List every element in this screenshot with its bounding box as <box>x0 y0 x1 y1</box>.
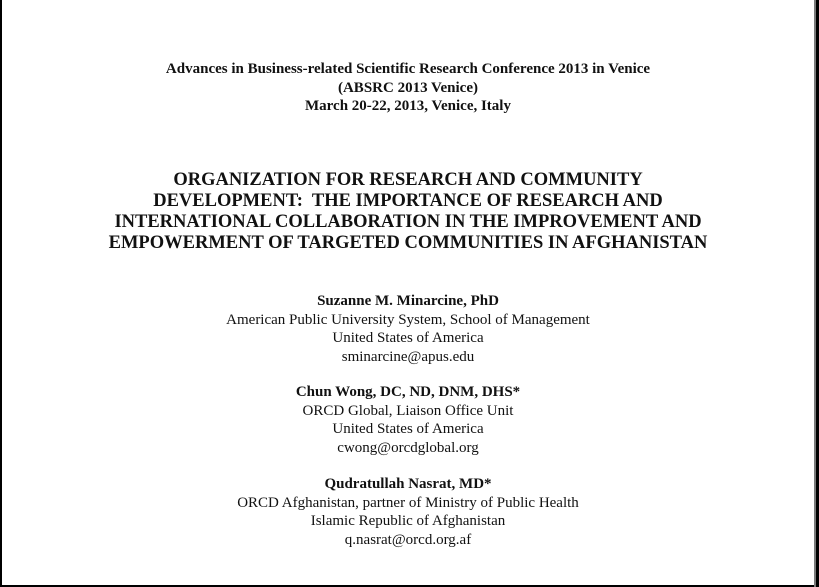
paper-title-line: EMPOWERMENT OF TARGETED COMMUNITIES IN AFGHANISTAN <box>108 233 708 253</box>
conference-header <box>2 60 814 116</box>
conference-name: Advances in Business-related Scientific Research Conference 2013 in Venice <box>165 61 651 77</box>
conference-date-location: March 20-22, 2013, Venice, Italy <box>305 98 511 114</box>
author-block <box>2 383 814 457</box>
author-name: Qudratullah Nasrat, MD* <box>324 476 492 492</box>
author-name: Chun Wong, DC, ND, DNM, DHS* <box>295 384 521 400</box>
author-block <box>2 292 814 366</box>
author-email: q.nasrat@orcd.org.af <box>344 531 472 548</box>
conference-abbreviation: (ABSRC 2013 Venice) <box>337 79 478 96</box>
author-name: Suzanne M. Minarcine, PhD <box>317 293 499 309</box>
author-affiliation: ORCD Global, Liaison Office Unit <box>302 402 514 419</box>
paper-title-line: DEVELOPMENT: THE IMPORTANCE OF RESEARCH AND <box>153 191 663 211</box>
author-email: sminarcine@apus.edu <box>341 348 475 365</box>
author-country: United States of America <box>332 330 484 346</box>
paper-title-line: ORGANIZATION FOR RESEARCH AND COMMUNITY <box>173 170 643 190</box>
paper-title <box>2 170 814 254</box>
author-country: Islamic Republic of Afghanistan <box>310 513 506 529</box>
author-country: United States of America <box>332 421 484 437</box>
author-affiliation: ORCD Afghanistan, partner of Ministry of Public Health <box>237 494 579 511</box>
author-email: cwong@orcdglobal.org <box>337 439 479 456</box>
paper-title-line: INTERNATIONAL COLLABORATION IN THE IMPROVEMENT AND <box>114 212 702 232</box>
author-affiliation: American Public University System, School of Management <box>226 311 590 328</box>
author-block <box>2 475 814 549</box>
